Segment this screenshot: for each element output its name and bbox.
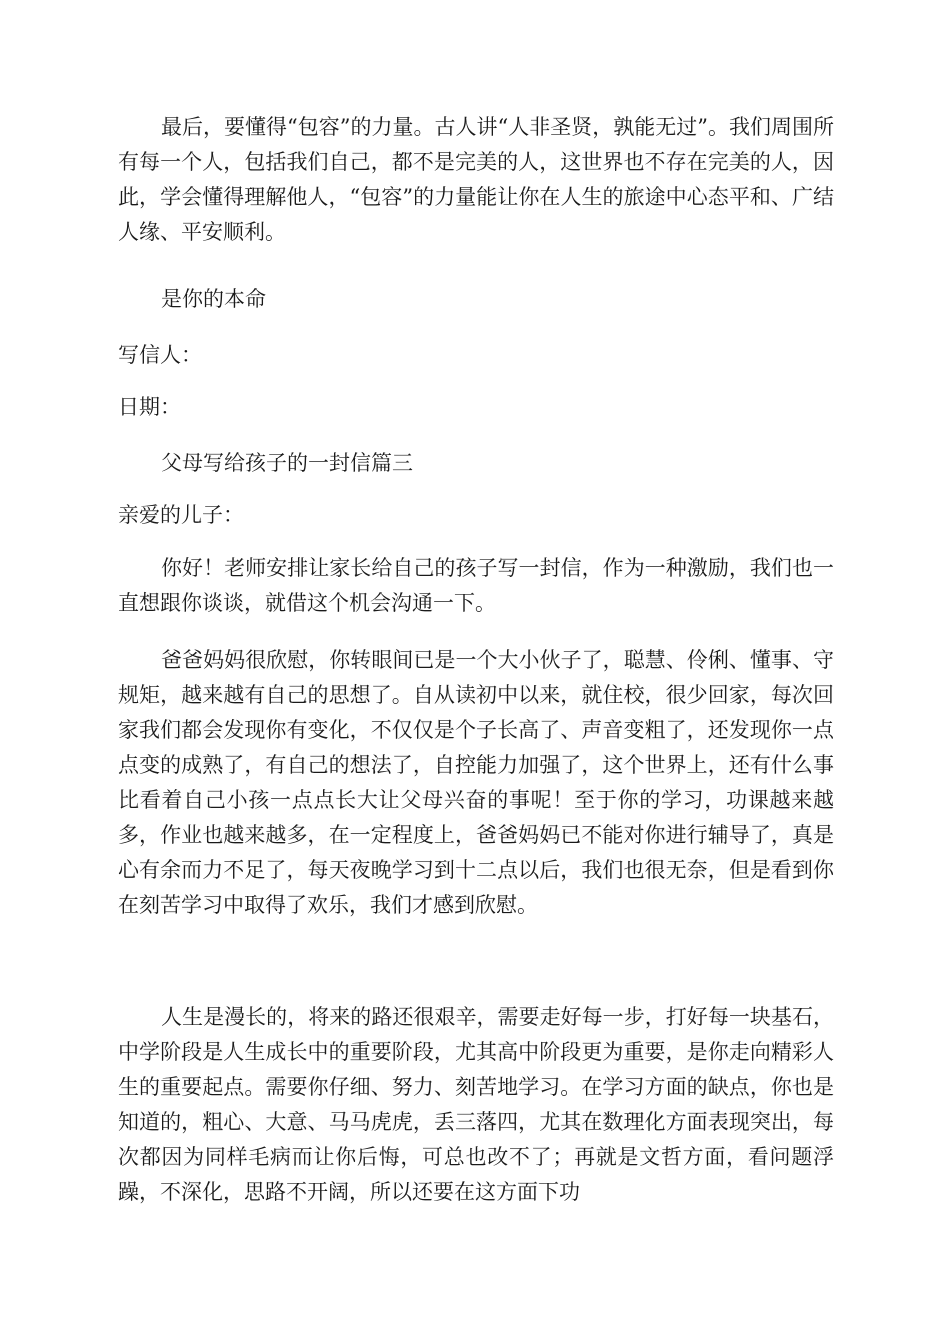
paragraph-tolerance: 最后，要懂得“包容”的力量。古人讲“人非圣贤，孰能无过”。我们周围所有每一个人，包括我们自己，都不是完美的人，这世界也不存在完美的人，因此，学会懂得理解他人，“包容”的力量能让你在人生的旅途中心态平和、广结人缘、平安顺利。 — [118, 115, 834, 244]
date-label: 日期： — [118, 395, 181, 419]
writer-label: 写信人： — [118, 343, 202, 367]
paragraph-greeting: 你好！老师安排让家长给自己的孩子写一封信，作为一种激励，我们也一直想跟你谈谈，就借这个机会沟通一下。 — [118, 556, 834, 615]
section-title: 父母写给孩子的一封信篇三 — [161, 451, 413, 475]
paragraph-life-advice: 人生是漫长的，将来的路还很艰辛，需要走好每一步，打好每一块基石，中学阶段是人生成长中的重要阶段，尤其高中阶段更为重要，是你走向精彩人生的重要起点。需要你仔细、努力、刻苦地学习。在学习方面的缺点，你也是知道的，粗心、大意、马马虎虎，丢三落四，尤其在数理化方面表现突出，每次都因为同样毛病而让你后悔，可总也改不了；再就是文哲方面，看问题浮躁，不深化，思路不开阔，所以还要在这方面下功 — [118, 1005, 834, 1204]
paragraph-growth: 爸爸妈妈很欣慰，你转眼间已是一个大小伙子了，聪慧、伶俐、懂事、守规矩，越来越有自己的思想了。自从读初中以来，就住校，很少回家，每次回家我们都会发现你有变化，不仅仅是个子长高了、声音变粗了，还发现你一点点变的成熟了，有自己的想法了，自控能力加强了，这个世界上，还有什么事比看着自己小孩一点点长大让父母兴奋的事呢！至于你的学习，功课越来越多，作业也越来越多，在一定程度上，爸爸妈妈已不能对你进行辅导了，真是心有余而力不足了，每天夜晚学习到十二点以后，我们也很无奈，但是看到你在刻苦学习中取得了欢乐，我们才感到欣慰。 — [118, 648, 834, 917]
salutation: 亲爱的儿子： — [118, 503, 244, 527]
paragraph-mission: 是你的本命 — [161, 287, 266, 311]
